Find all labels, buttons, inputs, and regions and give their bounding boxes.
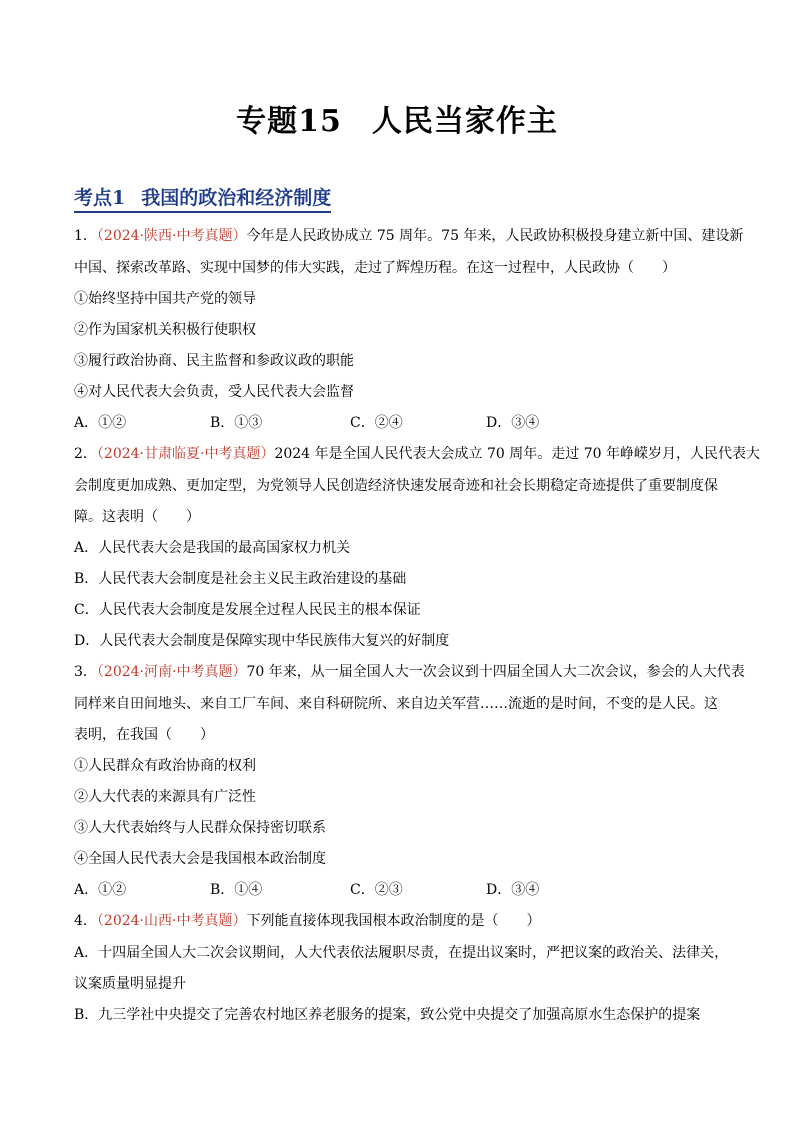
question-text-line: [74, 694, 718, 714]
question-source: （2024·河南·中考真题）: [96, 664, 247, 680]
question-text-line: [74, 351, 354, 371]
line-text: C．人民代表大会制度是发展全过程人民民主的根本保证: [74, 602, 421, 618]
line-text: 下列能直接体现我国根本政治制度的是（ ）: [246, 913, 541, 929]
line-text: ③履行政治协商、民主监督和参政议政的职能: [74, 353, 354, 369]
question-text-line: [74, 818, 326, 838]
answer-option: C．②④: [350, 415, 403, 431]
page-title: [0, 96, 794, 140]
question-number: 3．: [74, 664, 97, 680]
line-text: ②人大代表的来源具有广泛性: [74, 789, 256, 805]
question-number: 4．: [74, 913, 97, 929]
line-text: D．人民代表大会制度是保障实现中华民族伟大复兴的好制度: [74, 633, 450, 649]
question-stem-line: [74, 911, 540, 931]
answer-option: A．①②: [74, 415, 127, 431]
line-text: 议案质量明显提升: [74, 976, 186, 992]
answer-option: B．①③: [210, 415, 263, 431]
line-text: 障。这表明（ ）: [74, 509, 200, 525]
line-text: B．九三学社中央提交了完善农村地区养老服务的提案，致公党中央提交了加强高原水生态保护的提案: [74, 1007, 701, 1023]
question-text-line: [74, 756, 256, 776]
line-text: A．十四届全国人大二次会议期间，人大代表依法履职尽责，在提出议案时，严把议案的政治关、法律关，: [74, 945, 729, 961]
question-text-line: [74, 600, 421, 620]
question-text-line: [74, 258, 676, 278]
title-topic-number: 专题15: [236, 104, 342, 139]
line-text: B．人民代表大会制度是社会主义民主政治建设的基础: [74, 571, 407, 587]
question-text-line: [74, 320, 256, 340]
question-text-line: [74, 631, 449, 651]
question-text-line: [74, 289, 256, 309]
title-topic-name: 人民当家作主: [371, 104, 558, 139]
answer-option: C．②③: [350, 882, 403, 898]
line-text: ①人民群众有政治协商的权利: [74, 758, 256, 774]
section-number: 考点1: [74, 187, 126, 209]
line-text: 表明，在我国（ ）: [74, 727, 214, 743]
question-text-line: [74, 507, 200, 527]
question-text-line: [74, 849, 326, 869]
line-text: ③人大代表始终与人民群众保持密切联系: [74, 820, 326, 836]
question-number: 1．: [74, 228, 97, 244]
question-text-line: [74, 787, 256, 807]
question-stem-line: [74, 662, 745, 682]
line-text: 今年是人民政协成立 75 周年。75 年来，人民政协积极投身建立新中国、建设新: [246, 228, 744, 244]
line-text: ②作为国家机关积极行使职权: [74, 322, 256, 338]
answer-option: B．①④: [210, 882, 263, 898]
line-text: 会制度更加成熟、更加定型，为党领导人民创造经济快速发展奇迹和社会长期稳定奇迹提供了重要制度保: [74, 478, 718, 494]
answer-option: A．①②: [74, 882, 127, 898]
line-text: 70 年来，从一届全国人大一次会议到十四届全国人大二次会议，参会的人大代表: [246, 664, 745, 680]
question-text-line: [74, 569, 406, 589]
question-text-line: [74, 943, 728, 963]
question-text-line: [74, 538, 350, 558]
question-source: （2024·甘肃临夏·中考真题）: [96, 446, 275, 462]
section-heading: [74, 186, 331, 213]
line-text: 2024 年是全国人民代表大会成立 70 周年。走过 70 年峥嵘岁月，人民代表大: [274, 446, 760, 462]
line-text: 同样来自田间地头、来自工厂车间、来自科研院所、来自边关军营……流逝的是时间，不变的是人民。这: [74, 696, 718, 712]
answer-option: D．③④: [486, 882, 540, 898]
line-text: ④对人民代表大会负责，受人民代表大会监督: [74, 384, 354, 400]
line-text: ④全国人民代表大会是我国根本政治制度: [74, 851, 326, 867]
question-source: （2024·陕西·中考真题）: [96, 228, 247, 244]
line-text: 中国、探索改革路、实现中国梦的伟大实践，走过了辉煌历程。在这一过程中，人民政协（ ）: [74, 260, 676, 276]
question-stem-line: [74, 444, 760, 464]
line-text: A．人民代表大会是我国的最高国家权力机关: [74, 540, 351, 556]
question-text-line: [74, 382, 354, 402]
question-source: （2024·山西·中考真题）: [96, 913, 247, 929]
line-text: ①始终坚持中国共产党的领导: [74, 291, 256, 307]
question-text-line: [74, 1005, 700, 1025]
answer-option: D．③④: [486, 415, 540, 431]
question-text-line: [74, 476, 718, 496]
question-text-line: [74, 974, 186, 994]
question-text-line: [74, 725, 214, 745]
section-name: 我国的政治和经济制度: [141, 187, 332, 209]
question-number: 2．: [74, 446, 97, 462]
question-stem-line: [74, 226, 743, 246]
